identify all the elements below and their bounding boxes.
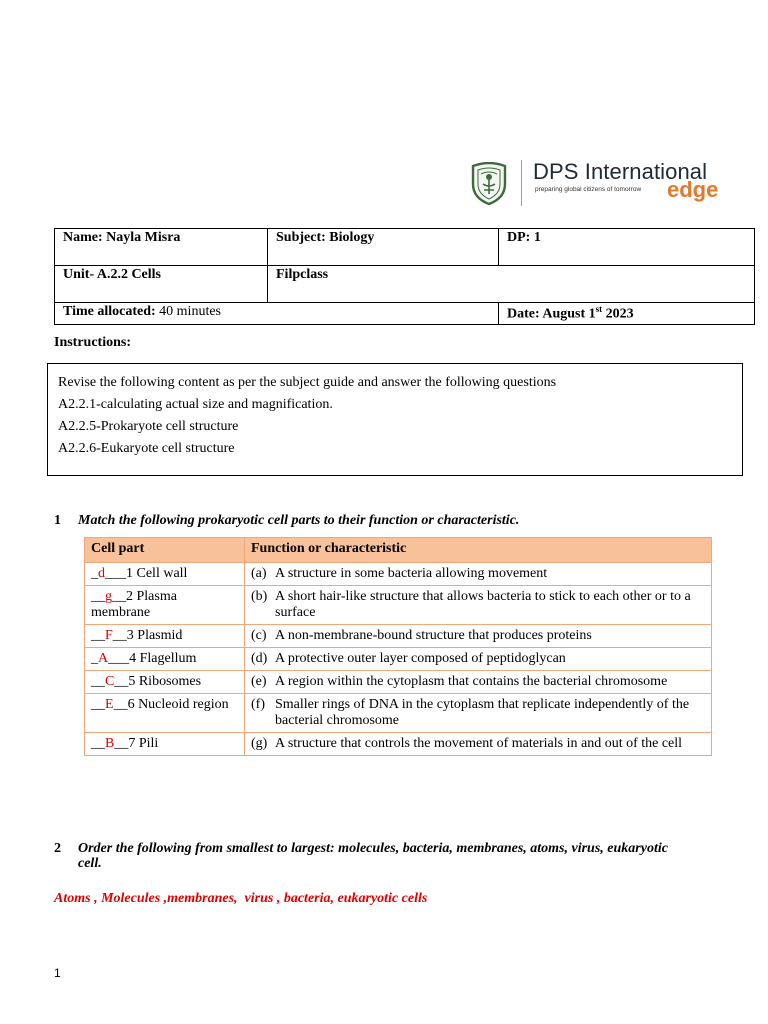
function-text: A structure that controls the movement of materials in and out of the cell [275, 736, 683, 751]
function-cell [245, 648, 712, 671]
answer-prefix: _ [91, 566, 98, 581]
cell-part [85, 671, 245, 694]
function-letter: (f) [251, 697, 265, 712]
cell-part [85, 694, 245, 733]
question-2-answer: Atoms , Molecules ,membranes, virus , bacteria, eukaryotic cells [54, 891, 428, 906]
cell-part-label: __5 Ribosomes [114, 674, 202, 689]
question-2 [54, 841, 694, 871]
time-value: 40 minutes [155, 304, 222, 319]
answer-letter: C [105, 674, 115, 689]
answer-letter: B [105, 736, 115, 751]
answer-prefix: __ [91, 674, 105, 689]
answer-letter: A [98, 651, 109, 666]
table-row [85, 694, 712, 733]
table-row [85, 563, 712, 586]
cell-part-label: __2 Plasma membrane [91, 589, 177, 620]
logo-divider [521, 160, 522, 206]
date-prefix: Date: August 1 [507, 306, 596, 322]
table-row [85, 733, 712, 756]
table-row [85, 648, 712, 671]
matching-table [84, 537, 712, 756]
function-text: Smaller rings of DNA in the cytoplasm that replicate independently of the bacterial chromosome [275, 697, 690, 728]
cell-part [85, 733, 245, 756]
function-text: A non-membrane-bound structure that produces proteins [275, 628, 592, 643]
cell-part [85, 586, 245, 625]
column-header-function: Function or characteristic [245, 538, 712, 563]
function-letter: (a) [251, 566, 267, 581]
instruction-line: Revise the following content as per the subject guide and answer the following questions [58, 375, 557, 390]
question-text: Order the following from smallest to largest: molecules, bacteria, membranes, atoms, virus, eukaryotic cell. [78, 841, 668, 871]
subject-cell: Subject: Biology [268, 229, 499, 266]
instruction-line: A2.2.1-calculating actual size and magnification. [58, 397, 333, 412]
table-header-row [85, 538, 712, 563]
school-logo [469, 160, 719, 208]
instruction-line: A2.2.6-Eukaryote cell structure [58, 441, 235, 456]
function-letter: (b) [251, 589, 268, 604]
function-text: A structure in some bacteria allowing movement [275, 566, 548, 581]
function-cell [245, 694, 712, 733]
function-text: A region within the cytoplasm that contains the bacterial chromosome [275, 674, 668, 689]
name-cell: Name: Nayla Misra [55, 229, 268, 266]
cell-part-label: ___4 Flagellum [108, 651, 197, 666]
cell-part [85, 648, 245, 671]
logo-tagline: preparing global citizens of tomorrow [535, 186, 642, 193]
function-text: A short hair-like structure that allows bacteria to stick to each other or to a surface [275, 589, 691, 620]
column-header-cell-part: Cell part [85, 538, 245, 563]
answer-prefix: __ [91, 736, 105, 751]
function-cell [245, 625, 712, 648]
answer-letter: d [98, 566, 105, 581]
function-letter: (d) [251, 651, 268, 666]
answer-prefix: __ [91, 697, 105, 712]
table-row [85, 671, 712, 694]
answer-letter: g [105, 589, 112, 604]
function-cell [245, 671, 712, 694]
dp-cell: DP: 1 [499, 229, 755, 266]
student-info-table [54, 228, 755, 325]
date-cell [499, 303, 755, 325]
function-cell [245, 563, 712, 586]
logo-edge: edge [667, 177, 719, 202]
function-cell [245, 586, 712, 625]
cell-part-label: __3 Plasmid [112, 628, 183, 643]
answer-prefix: __ [91, 628, 105, 643]
function-letter: (g) [251, 736, 268, 751]
instructions-box [47, 363, 743, 476]
answer-letter: F [105, 628, 113, 643]
date-suffix: 2023 [602, 306, 634, 322]
question-text: Match the following prokaryotic cell parts to their function or characteristic. [78, 513, 520, 528]
date-sup: st [595, 304, 603, 314]
class-cell: Filpclass [268, 266, 755, 303]
school-crest-icon [469, 162, 509, 206]
table-row [85, 586, 712, 625]
page-number: 1 [54, 966, 61, 980]
time-cell [55, 303, 499, 325]
answer-prefix: _ [91, 651, 98, 666]
logo-title: DPS International [533, 159, 708, 184]
answer-prefix: __ [91, 589, 105, 604]
function-text: A protective outer layer composed of peptidoglycan [275, 651, 566, 666]
instruction-line: A2.2.5-Prokaryote cell structure [58, 419, 239, 434]
instructions-heading: Instructions: [54, 335, 132, 350]
question-number: 1 [54, 513, 61, 528]
cell-part [85, 625, 245, 648]
function-cell [245, 733, 712, 756]
question-number: 2 [54, 841, 61, 856]
unit-cell: Unit- A.2.2 Cells [55, 266, 268, 303]
function-letter: (c) [251, 628, 267, 643]
cell-part-label: ___1 Cell wall [105, 566, 188, 581]
cell-part-label: __7 Pili [114, 736, 159, 751]
cell-part-label: __6 Nucleoid region [113, 697, 229, 712]
function-letter: (e) [251, 674, 267, 689]
cell-part [85, 563, 245, 586]
table-row [85, 625, 712, 648]
time-label: Time allocated: [63, 304, 156, 319]
answer-letter: E [105, 697, 114, 712]
